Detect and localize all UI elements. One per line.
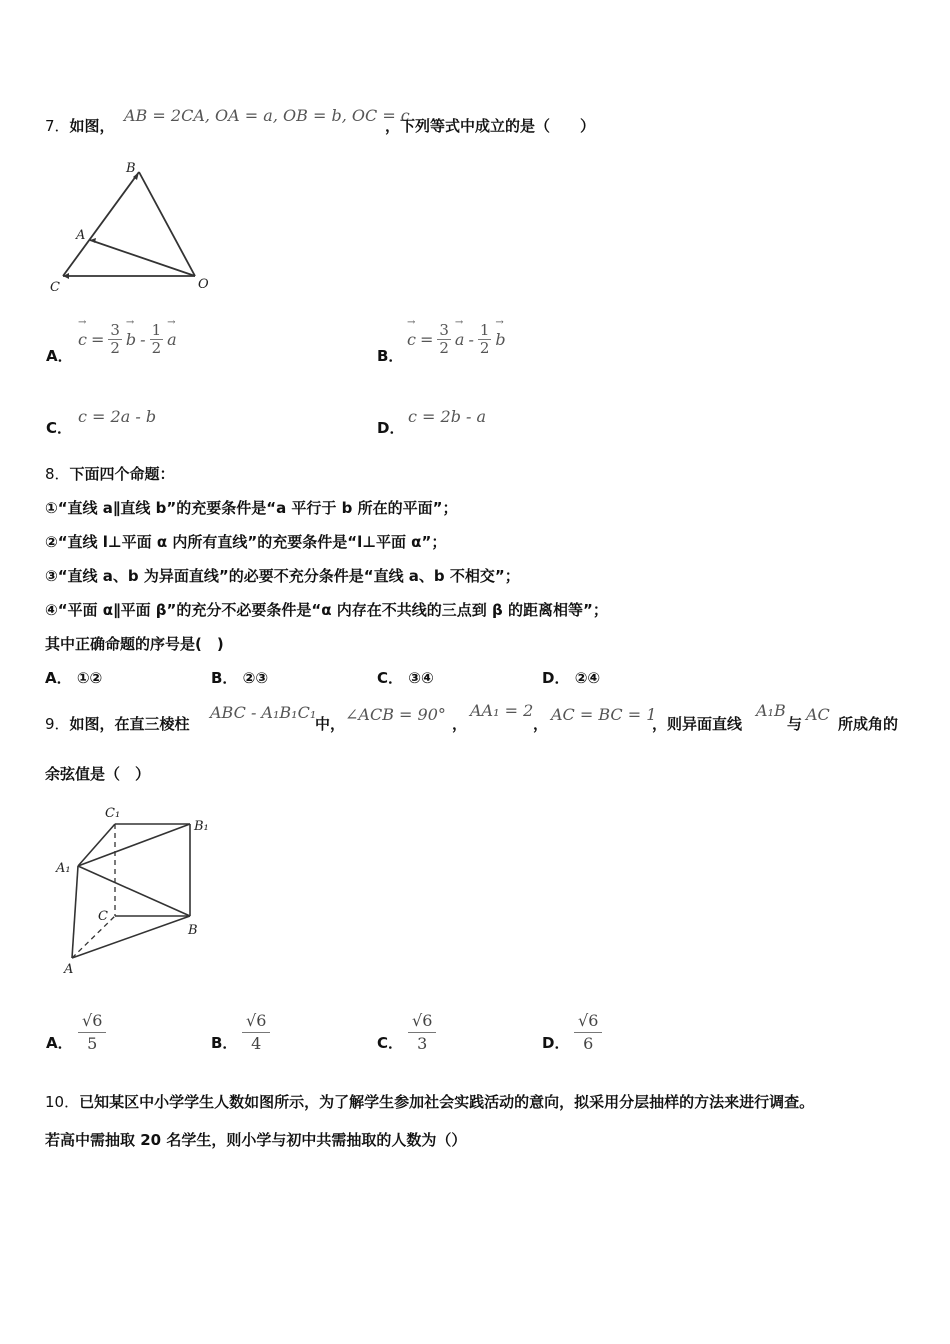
den: 4 xyxy=(251,1034,262,1053)
equals: = xyxy=(90,330,105,349)
q9-number: 9． xyxy=(45,715,70,733)
q7-option-b-label: B． xyxy=(377,347,404,365)
q7-header xyxy=(45,115,115,136)
vec-c: → c xyxy=(407,330,416,349)
q9-option-a-frac xyxy=(78,1010,106,1055)
label-b: B xyxy=(126,161,136,176)
label-a1: A₁ xyxy=(56,861,71,876)
q9-comma-1: ， xyxy=(452,715,468,733)
label-o: O xyxy=(198,277,209,292)
num-value: 6 xyxy=(588,1011,599,1030)
q9-option-a-label: A． xyxy=(46,1034,73,1052)
equals: = xyxy=(419,330,434,349)
q7-number: 7． xyxy=(45,117,70,135)
q9-mid: 中， xyxy=(315,715,346,733)
label-a: A xyxy=(76,228,86,243)
q8-option-d xyxy=(542,667,600,688)
label-a: A xyxy=(64,962,74,977)
q9-angle: ∠ACB = 90° xyxy=(345,705,446,724)
frac-1-2 xyxy=(478,322,492,357)
vec-a: → a xyxy=(167,330,177,349)
q8-statement-1: ①“直线 a∥直线 b”的充要条件是“a 平行于 b 所在的平面”； xyxy=(45,499,458,517)
q9-prism: ABC - A₁B₁C₁ xyxy=(210,703,317,722)
q9-lead xyxy=(45,713,190,734)
vec-b: → b xyxy=(126,330,136,349)
q7-option-a-expr xyxy=(78,322,177,357)
q8-option-a xyxy=(45,667,102,688)
q9-tail-2: 所成角的 xyxy=(838,715,899,733)
q8-title: 下面四个命题： xyxy=(69,465,175,483)
q8-number: 8． xyxy=(45,465,70,483)
den: 2 xyxy=(479,339,490,357)
label-c: C xyxy=(50,280,60,295)
num: √6 xyxy=(242,1010,270,1033)
frac-1-2 xyxy=(150,322,164,357)
frac-3-2 xyxy=(108,322,122,357)
vec-a: → a xyxy=(455,330,465,349)
q8-statement-2: ②“直线 l⊥平面 α 内所有直线”的充要条件是“l⊥平面 α”； xyxy=(45,533,447,551)
label-c1: C₁ xyxy=(105,806,121,821)
q9-aa1: AA₁ = 2 xyxy=(470,701,534,720)
q9-with: 与 xyxy=(787,715,803,733)
option-text: ②④ xyxy=(574,669,601,687)
q8-question: 其中正确命题的序号是( ) xyxy=(45,635,224,653)
minus: - xyxy=(468,330,474,349)
label-b: B xyxy=(188,923,198,938)
q7-tail: ，下列等式中成立的是（ ） xyxy=(385,117,596,135)
num: 3 xyxy=(110,321,120,339)
den: 3 xyxy=(417,1034,428,1053)
option-text: ③④ xyxy=(408,669,434,687)
edge-a1b1 xyxy=(78,824,190,866)
option-label: B． xyxy=(211,669,238,687)
q10-line-1 xyxy=(45,1091,814,1112)
minus: - xyxy=(140,330,146,349)
vec-c: → c xyxy=(78,330,87,349)
q9-option-c-frac xyxy=(408,1010,436,1055)
q10-line-2: 若高中需抽取 20 名学生，则小学与初中共需抽取的人数为（） xyxy=(45,1131,467,1149)
q9-prism-figure xyxy=(50,800,230,980)
den: 6 xyxy=(583,1034,594,1053)
q7-option-d-expr: c = 2b - a xyxy=(408,407,487,426)
q9-line-2: AC xyxy=(806,705,830,724)
q7-lead: 如图， xyxy=(69,117,115,135)
q7-condition: AB = 2CA, OA = a, OB = b, OC = c xyxy=(124,106,410,125)
option-text: ②③ xyxy=(242,669,269,687)
num-value: 6 xyxy=(256,1011,267,1030)
frac-3-2 xyxy=(437,322,451,357)
q9-tail-1: ，则异面直线 xyxy=(652,715,743,733)
den: 2 xyxy=(110,339,120,357)
vec-b: → b xyxy=(495,330,505,349)
num: √6 xyxy=(78,1010,106,1033)
option-label: D． xyxy=(542,669,570,687)
label-c: C xyxy=(98,909,108,924)
q7-option-b-expr xyxy=(407,322,506,357)
q10-number: 10． xyxy=(45,1093,80,1111)
num: √6 xyxy=(574,1010,602,1033)
option-label: A． xyxy=(45,669,72,687)
edge-aa1 xyxy=(72,866,78,958)
q8-header xyxy=(45,463,175,484)
edge-ac xyxy=(72,916,115,958)
q9-option-d-label: D． xyxy=(542,1034,570,1052)
den: 2 xyxy=(151,339,162,357)
num: 1 xyxy=(151,321,162,339)
q8-statement-4: ④“平面 α∥平面 β”的充分不必要条件是“α 内存在不共线的三点到 β 的距离相等”； xyxy=(45,601,608,619)
num: 3 xyxy=(439,321,449,339)
den: 2 xyxy=(439,339,449,357)
num-value: 6 xyxy=(92,1011,103,1030)
edge-bc xyxy=(63,172,139,276)
q9-ac: AC = BC = 1 xyxy=(551,705,657,724)
q7-triangle-figure xyxy=(40,155,230,300)
q8-option-c xyxy=(377,667,434,688)
option-label: C． xyxy=(377,669,404,687)
q10-line-1-text: 已知某区中小学学生人数如图所示，为了解学生参加社会实践活动的意向，拟采用分层抽样的方法来进行调查。 xyxy=(79,1093,815,1111)
q9-lead-text: 如图，在直三棱柱 xyxy=(69,715,190,733)
q9-option-d-frac xyxy=(574,1010,602,1055)
q9-comma-2: ， xyxy=(533,715,549,733)
num: 1 xyxy=(479,321,490,339)
q9-line-1: A₁B xyxy=(756,701,786,720)
q7-option-c-expr: c = 2a - b xyxy=(78,407,157,426)
q8-option-b xyxy=(211,667,268,688)
option-text: ①② xyxy=(76,669,103,687)
q7-option-d-label: D． xyxy=(377,419,405,437)
q9-line-2-text: 余弦值是（ ） xyxy=(45,765,151,783)
den: 5 xyxy=(87,1034,98,1053)
q9-option-b-frac xyxy=(242,1010,270,1055)
q7-option-a-label: A． xyxy=(46,347,73,365)
num-value: 6 xyxy=(422,1011,433,1030)
num: √6 xyxy=(408,1010,436,1033)
edge-a1b xyxy=(78,866,190,916)
q8-statement-3: ③“直线 a、b 为异面直线”的必要不充分条件是“直线 a、b 不相交”； xyxy=(45,567,520,585)
q7-option-c-label: C． xyxy=(46,419,73,437)
q9-option-b-label: B． xyxy=(211,1034,238,1052)
edge-ab xyxy=(72,916,190,958)
label-b1: B₁ xyxy=(194,819,209,834)
q9-option-c-label: C． xyxy=(377,1034,404,1052)
